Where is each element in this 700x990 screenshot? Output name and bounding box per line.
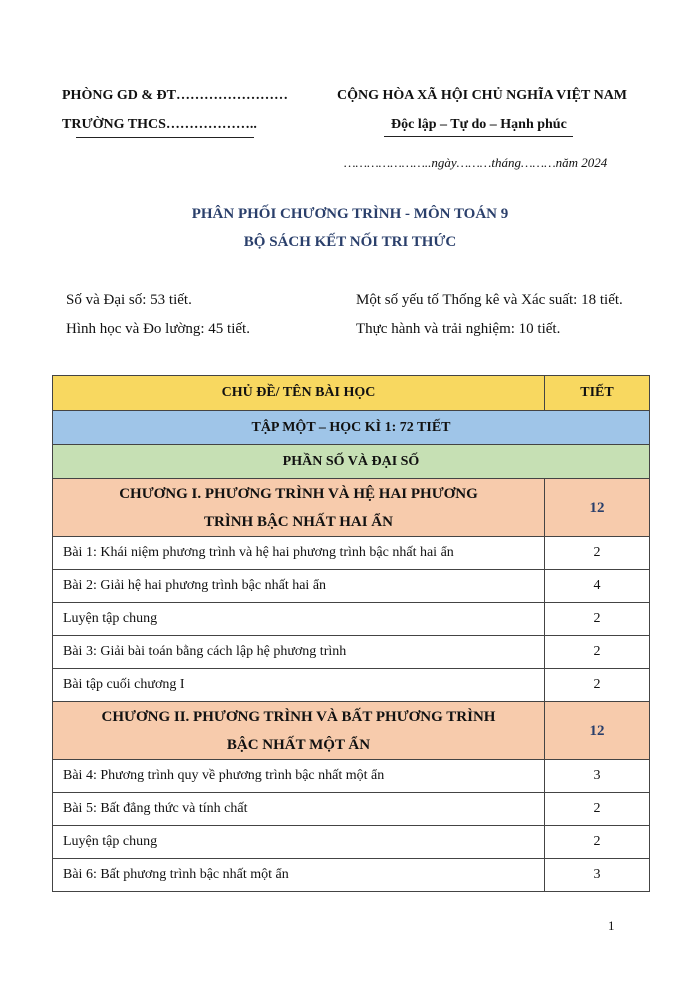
- lesson-name: Luyện tập chung: [53, 603, 545, 636]
- document-title: PHÂN PHỐI CHƯƠNG TRÌNH - MÔN TOÁN 9: [191, 206, 509, 222]
- lesson-periods: 2: [545, 636, 650, 669]
- summary-so-dai-so: Số và Đại số: 53 tiết.: [66, 292, 192, 308]
- table-row: [53, 669, 650, 702]
- table-row: [53, 793, 650, 826]
- lesson-name: Luyện tập chung: [53, 826, 545, 859]
- table-row: [53, 826, 650, 859]
- lesson-periods: 2: [545, 603, 650, 636]
- lesson-name: Bài 5: Bất đẳng thức và tính chất: [53, 793, 545, 826]
- summary-hinh-hoc: Hình học và Đo lường: 45 tiết.: [66, 321, 250, 337]
- header-periods: TIẾT: [545, 376, 650, 411]
- date-line: …………………..ngày………tháng………năm 2024: [344, 155, 608, 170]
- lesson-name: Bài 4: Phương trình quy về phương trình bậc nhất một ẩn: [53, 760, 545, 793]
- part-label: PHẦN SỐ VÀ ĐẠI SỐ: [53, 445, 650, 479]
- table-row: [53, 570, 650, 603]
- summary-thuc-hanh: Thực hành và trải nghiệm: 10 tiết.: [356, 321, 561, 337]
- table-row: [53, 537, 650, 570]
- chapter-1-title: CHƯƠNG I. PHƯƠNG TRÌNH VÀ HỆ HAI PHƯƠNG TRÌNH BẬC NHẤT HAI ẨN: [53, 479, 545, 537]
- page-number: 1: [608, 918, 615, 933]
- lesson-name: Bài 2: Giải hệ hai phương trình bậc nhất hai ẩn: [53, 570, 545, 603]
- semester-label: TẬP MỘT – HỌC KÌ 1: 72 TIẾT: [53, 411, 650, 445]
- lesson-periods: 2: [545, 669, 650, 702]
- lesson-name: Bài 1: Khái niệm phương trình và hệ hai phương trình bậc nhất hai ẩn: [53, 537, 545, 570]
- lesson-name: Bài tập cuối chương I: [53, 669, 545, 702]
- motto-underline: [384, 136, 573, 137]
- lesson-periods: 3: [545, 859, 650, 892]
- summary-thong-ke: Một số yếu tố Thống kê và Xác suất: 18 tiết.: [356, 292, 623, 308]
- program-table: [52, 375, 650, 892]
- motto-label: Độc lập – Tự do – Hạnh phúc: [391, 117, 567, 132]
- table-header-row: [53, 376, 650, 411]
- lesson-periods: 2: [545, 793, 650, 826]
- chapter-row: [53, 702, 650, 760]
- lesson-name: Bài 6: Bất phương trình bậc nhất một ẩn: [53, 859, 545, 892]
- table-row: [53, 859, 650, 892]
- semester-row: [53, 411, 650, 445]
- chapter-row: [53, 479, 650, 537]
- chapter-1-periods: 12: [545, 479, 650, 537]
- chapter-2-periods: 12: [545, 702, 650, 760]
- table-row: [53, 760, 650, 793]
- table-row: [53, 603, 650, 636]
- document-subtitle: BỘ SÁCH KẾT NỐI TRI THỨC: [243, 234, 457, 250]
- school-underline: [76, 137, 254, 138]
- header-topic: CHỦ ĐỀ/ TÊN BÀI HỌC: [53, 376, 545, 411]
- lesson-periods: 2: [545, 537, 650, 570]
- lesson-name: Bài 3: Giải bài toán bằng cách lập hệ phương trình: [53, 636, 545, 669]
- lesson-periods: 2: [545, 826, 650, 859]
- school-label: TRƯỜNG THCS………………..: [62, 117, 257, 132]
- table-row: [53, 636, 650, 669]
- chapter-2-title: CHƯƠNG II. PHƯƠNG TRÌNH VÀ BẤT PHƯƠNG TRÌNH BẬC NHẤT MỘT ẨN: [53, 702, 545, 760]
- lesson-periods: 3: [545, 760, 650, 793]
- lesson-periods: 4: [545, 570, 650, 603]
- republic-label: CỘNG HÒA XÃ HỘI CHỦ NGHĨA VIỆT NAM: [337, 88, 628, 103]
- department-label: PHÒNG GD & ĐT……………………: [62, 88, 288, 103]
- part-row: [53, 445, 650, 479]
